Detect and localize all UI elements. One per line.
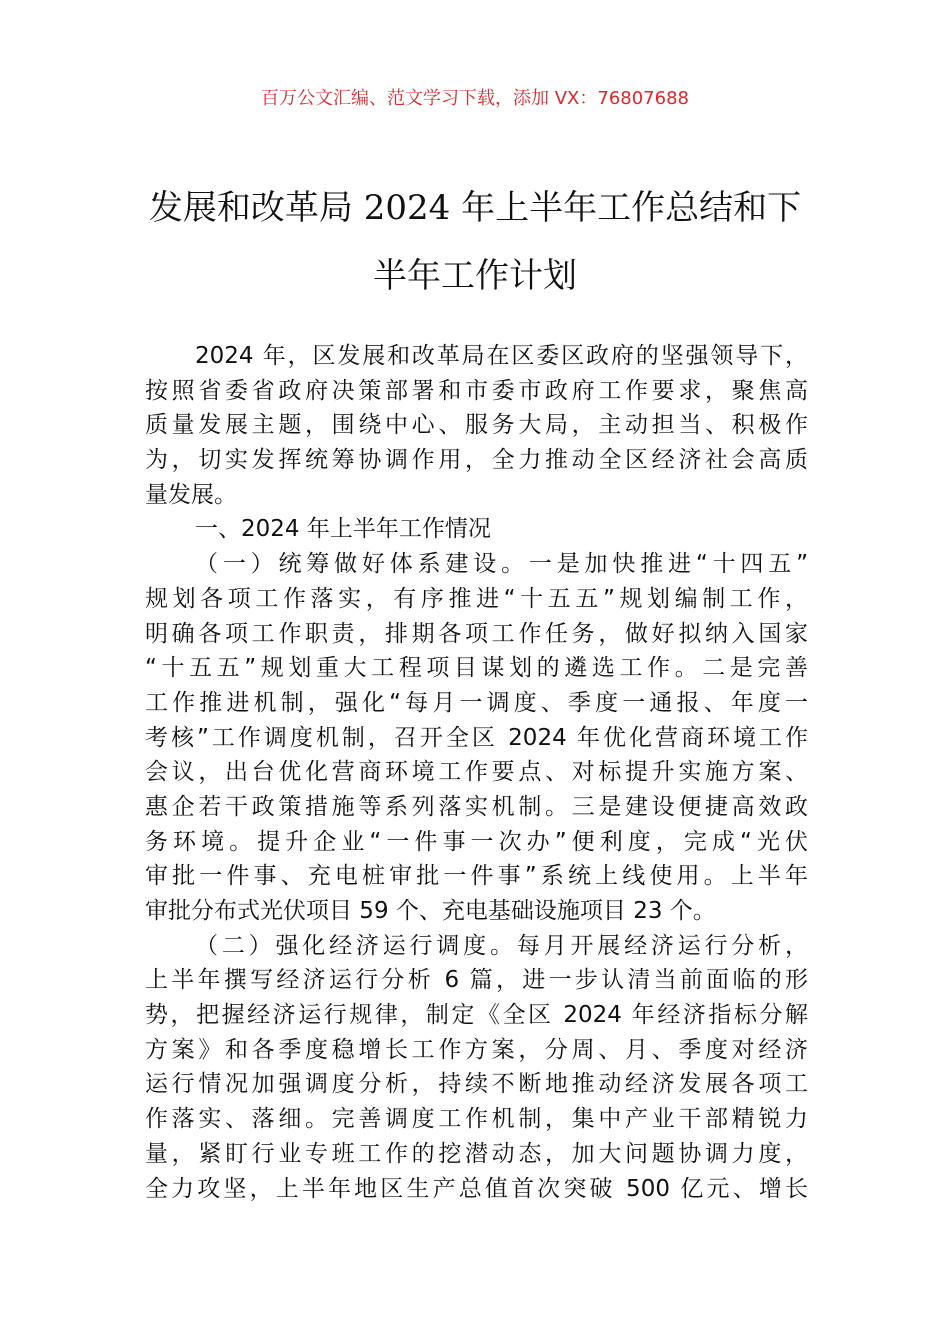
text-line: 按照省委省政府决策部署和市委市政府工作要求，聚焦高 bbox=[145, 377, 808, 404]
text-line: 上半年撰写经济运行分析 6 篇，进一步认清当前面临的形 bbox=[145, 967, 808, 994]
text-line: 2024 年，区发展和改革局在区委区政府的坚强领导下， bbox=[195, 343, 808, 369]
text-line: 审批一件事、充电桩审批一件事”系统上线使用。上半年 bbox=[145, 863, 808, 890]
text-line: 会议，出台优化营商环境工作要点、对标提升实施方案、 bbox=[145, 759, 808, 786]
document-title-line-2: 半年工作计划 bbox=[373, 256, 577, 296]
document-title-line-1: 发展和改革局 2024 年上半年工作总结和下 bbox=[148, 188, 802, 228]
text-line: 运行情况加强调度分析，持续不断地推动经济发展各项工 bbox=[145, 1071, 808, 1098]
text-line: 工作推进机制，强化“每月一调度、季度一通报、年度一 bbox=[145, 689, 808, 716]
text-line: “十五五”规划重大工程项目谋划的遴选工作。二是完善 bbox=[145, 655, 808, 682]
text-line: 一、2024 年上半年工作情况 bbox=[195, 516, 491, 543]
text-line: 考核”工作调度机制，召开全区 2024 年优化营商环境工作 bbox=[145, 724, 808, 751]
paragraph bbox=[145, 547, 808, 929]
text-line: 惠企若干政策措施等系列落实机制。三是建设便捷高效政 bbox=[145, 793, 808, 820]
text-line: 为，切实发挥统筹协调作用，全力推动全区经济社会高质 bbox=[145, 447, 808, 474]
text-line: 作落实、落细。完善调度工作机制，集中产业干部精锐力 bbox=[145, 1106, 808, 1133]
text-line: 审批分布式光伏项目 59 个、充电基础设施项目 23 个。 bbox=[145, 898, 716, 924]
text-line: 量发展。 bbox=[145, 481, 237, 508]
text-line: （一）统筹做好体系建设。一是加快推进“十四五” bbox=[195, 551, 808, 578]
text-line: 规划各项工作落实，有序推进“十五五”规划编制工作， bbox=[145, 585, 808, 612]
text-line: （二）强化经济运行调度。每月开展经济运行分析， bbox=[195, 932, 808, 959]
text-line: 质量发展主题，围绕中心、服务大局，主动担当、积极作 bbox=[145, 412, 808, 439]
text-line: 全力攻坚，上半年地区生产总值首次突破 500 亿元、增长 bbox=[145, 1175, 808, 1202]
document-body bbox=[145, 339, 808, 1206]
text-line: 明确各项工作职责，排期各项工作任务，做好拟纳入国家 bbox=[145, 620, 808, 647]
section-heading bbox=[145, 512, 808, 547]
text-line: 务环境。提升企业“一件事一次办”便利度，完成“光伏 bbox=[145, 828, 808, 855]
paragraph bbox=[145, 929, 808, 1207]
paragraph bbox=[145, 339, 808, 512]
text-line: 量，紧盯行业专班工作的挖潜动态，加大问题协调力度， bbox=[145, 1140, 808, 1167]
watermark-header: 百万公文汇编、范文学习下载，添加 VX：76807688 bbox=[261, 88, 689, 109]
text-line: 方案》和各季度稳增长工作方案，分周、月、季度对经济 bbox=[145, 1036, 808, 1063]
text-line: 势，把握经济运行规律，制定《全区 2024 年经济指标分解 bbox=[145, 1002, 808, 1029]
